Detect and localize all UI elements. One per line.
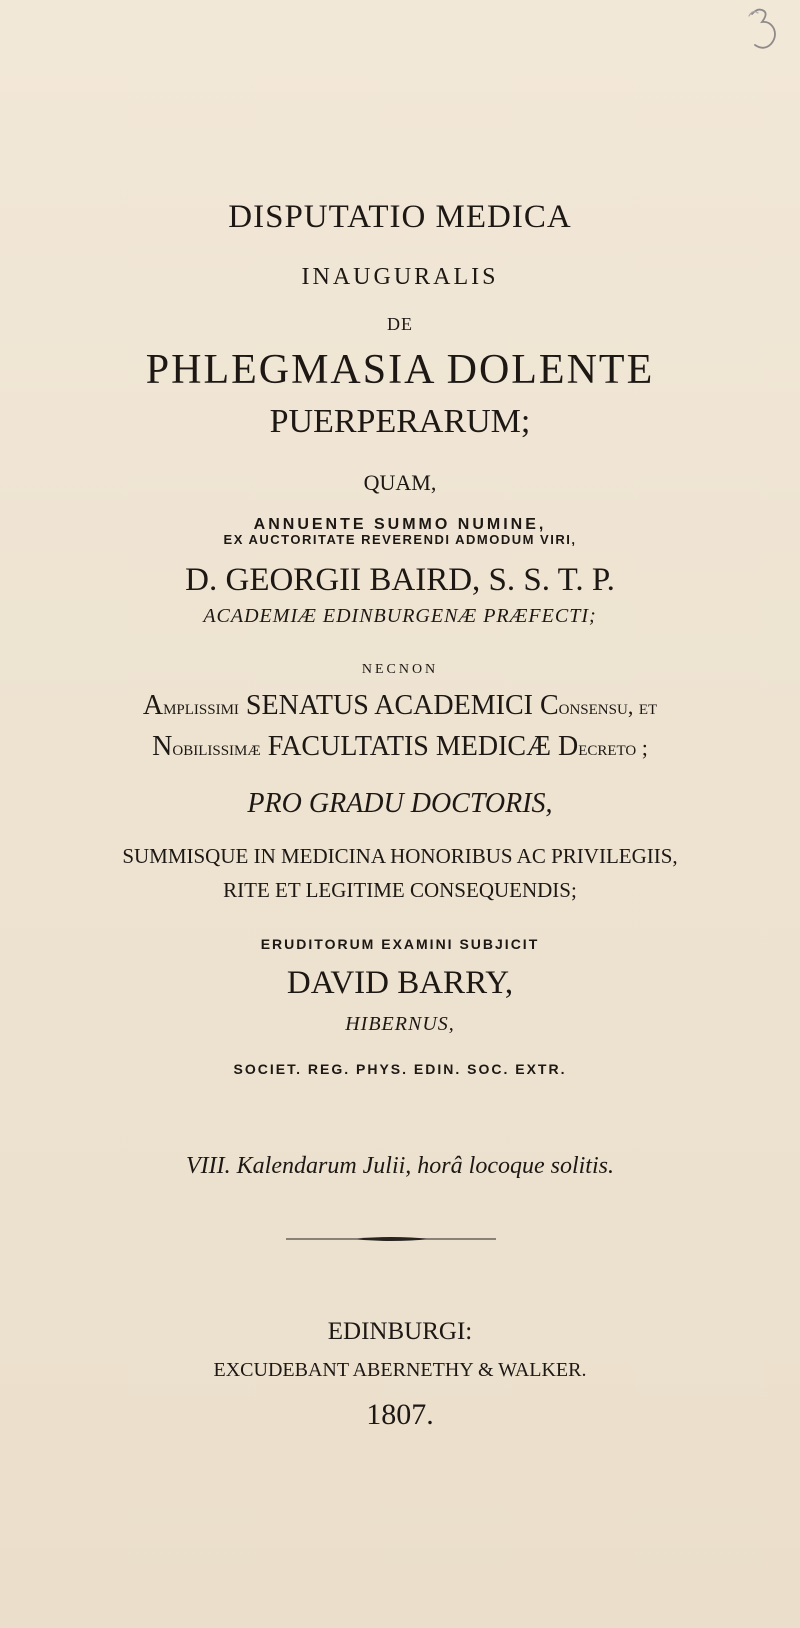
rite-line: RITE ET LEGITIME CONSEQUENDIS;: [223, 878, 577, 902]
imprint-printers: EXCUDEBANT ABERNETHY & WALKER.: [213, 1359, 587, 1381]
annuente-line: ANNUENTE SUMMO NUMINE,: [253, 516, 547, 533]
facultas-main: FACULTATIS MEDICÆ: [260, 731, 558, 762]
senatus-et: et: [633, 694, 658, 719]
heading-disputatio-medica: DISPUTATIO MEDICA: [228, 199, 572, 235]
facultas-decreto-initial: D: [557, 731, 579, 762]
imprint-year: 1807.: [366, 1398, 434, 1431]
facultas-decreto-rest: ecreto ;: [578, 735, 648, 760]
heading-inauguralis: INAUGURALIS: [301, 264, 499, 290]
main-title-subline: PUERPERARUM;: [269, 403, 531, 440]
necnon-line: NECNON: [361, 662, 439, 677]
senatus-amplissimi-initial: A: [142, 690, 164, 721]
heading-de: DE: [387, 314, 413, 334]
praeses-title: ACADEMIÆ EDINBURGENÆ PRÆFECTI;: [203, 605, 597, 627]
facultas-nobilissimae-initial: N: [152, 731, 173, 762]
ex-auctoritate-line: EX AUCTORITATE REVERENDI ADMODUM VIRI,: [223, 532, 577, 547]
author-societies: SOCIET. REG. PHYS. EDIN. SOC. EXTR.: [233, 1061, 567, 1077]
pencil-shelf-mark: [748, 6, 786, 60]
senatus-amplissimi-rest: mplissimi: [163, 694, 239, 719]
facultas-line: [0, 731, 800, 763]
decorative-rule: [286, 1236, 496, 1242]
main-title: PHLEGMASIA DOLENTE: [145, 347, 655, 393]
summisque-line: SUMMISQUE IN MEDICINA HONORIBUS AC PRIVILEGIIS,: [122, 844, 678, 868]
praeses-name: D. GEORGII BAIRD, S. S. T. P.: [185, 562, 615, 598]
senatus-consensu-rest: onsensu,: [558, 694, 634, 719]
defense-date: VIII. Kalendarum Julii, horâ locoque solitis.: [186, 1153, 614, 1179]
facultas-nobilissimae-rest: obilissimæ: [172, 735, 261, 760]
eruditorum-line: ERUDITORUM EXAMINI SUBJICIT: [260, 936, 540, 952]
senatus-line: [0, 690, 800, 722]
quam-line: QUAM,: [363, 470, 437, 495]
author-name: DAVID BARRY,: [286, 965, 514, 1001]
senatus-consensu-initial: C: [539, 690, 559, 721]
pro-gradu-line: PRO GRADU DOCTORIS,: [247, 788, 553, 819]
senatus-main: SENATUS ACADEMICI: [238, 690, 540, 721]
imprint-city: EDINBURGI:: [327, 1318, 473, 1345]
author-origin: HIBERNUS,: [345, 1013, 455, 1035]
